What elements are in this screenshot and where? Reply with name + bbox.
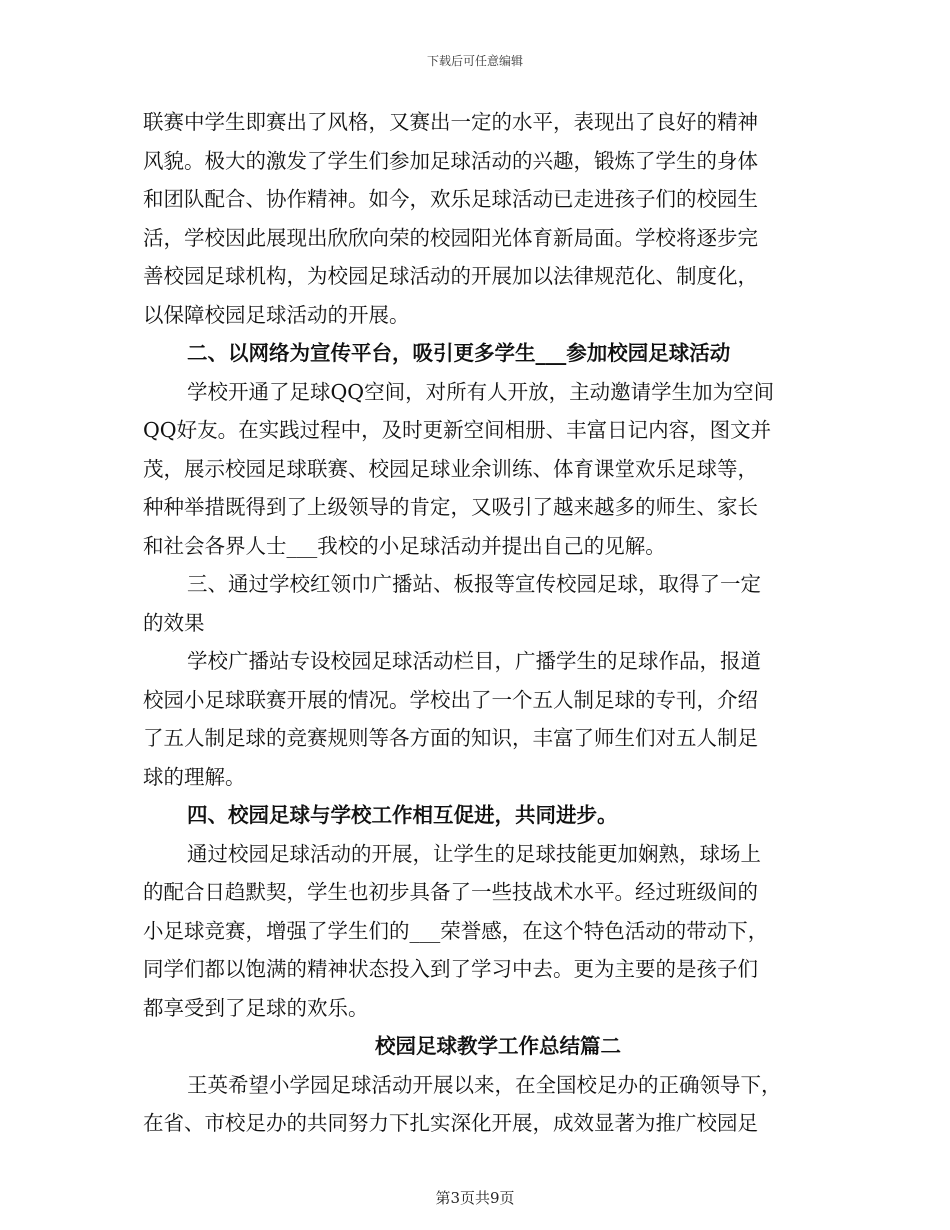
body-line: 都享受到了足球的欢乐。 xyxy=(143,995,369,1020)
body-line: 联赛中学生即赛出了风格，又赛出一定的水平，表现出了良好的精神 xyxy=(143,110,758,134)
body-line: 通过校园足球活动的开展，让学生的足球技能更加娴熟，球场上 xyxy=(187,841,761,866)
body-line: 小足球竞赛，增强了学生们的___荣誉感，在这个特色活动的带动下， xyxy=(143,918,769,943)
section-heading-3: 三、通过学校红领巾广播站、板报等宣传校园足球，取得了一定 xyxy=(187,572,761,596)
document-body xyxy=(143,103,803,1143)
body-line: QQ好友。在实践过程中，及时更新空间相册、丰富日记内容，图文并 xyxy=(143,418,772,442)
body-line: 风貌。极大的激发了学生们参加足球活动的兴趣，锻炼了学生的身体 xyxy=(143,148,758,173)
section-heading-4: 四、校园足球与学校工作相互促进，共同进步。 xyxy=(187,803,618,827)
body-line: 以保障校园足球活动的开展。 xyxy=(143,302,410,327)
body-line: 茂，展示校园足球联赛、校园足球业余训练、体育课堂欢乐足球等， xyxy=(143,456,758,481)
document-title: 校园足球教学工作总结篇二 xyxy=(375,1034,621,1058)
body-line: 在省、市校足办的共同努力下扎实深化开展，成效显著为推广校园足 xyxy=(143,1111,758,1135)
body-line: 同学们都以饱满的精神状态投入到了学习中去。更为主要的是孩子们 xyxy=(143,957,758,981)
section-heading-2: 二、以网络为宣传平台，吸引更多学生___参加校园足球活动 xyxy=(187,341,731,365)
body-line: 和团队配合、协作精神。如今，欢乐足球活动已走进孩子们的校园生 xyxy=(143,187,758,211)
body-line: 善校园足球机构，为校园足球活动的开展加以法律规范化、制度化， xyxy=(143,264,758,288)
body-line: 学校广播站专设校园足球活动栏目，广播学生的足球作品，报道 xyxy=(187,649,761,673)
page-header: 下载后可任意编辑 xyxy=(426,54,523,68)
body-line: 球的理解。 xyxy=(143,764,246,789)
section-heading-3-cont: 的效果 xyxy=(143,610,205,635)
body-line: 校园小足球联赛开展的情况。学校出了一个五人制足球的专刊，介绍 xyxy=(143,687,758,712)
body-line: 王英希望小学园足球活动开展以来，在全国校足办的正确领导下， xyxy=(187,1072,782,1097)
body-line: 种种举措既得到了上级领导的肯定，又吸引了越来越多的师生、家长 xyxy=(143,495,758,519)
body-line: 活，学校因此展现出欣欣向荣的校园阳光体育新局面。学校将逐步完 xyxy=(143,225,758,250)
body-line: 学校开通了足球QQ空间，对所有人开放，主动邀请学生加为空间 xyxy=(187,379,775,404)
body-line: 和社会各界人士___我校的小足球活动并提出自己的见解。 xyxy=(143,533,666,558)
page-number: 第3页共9页 xyxy=(435,1189,515,1207)
body-line: 的配合日趋默契，学生也初步具备了一些技战术水平。经过班级间的 xyxy=(143,880,758,904)
body-line: 了五人制足球的竞赛规则等各方面的知识，丰富了师生们对五人制足 xyxy=(143,726,758,750)
